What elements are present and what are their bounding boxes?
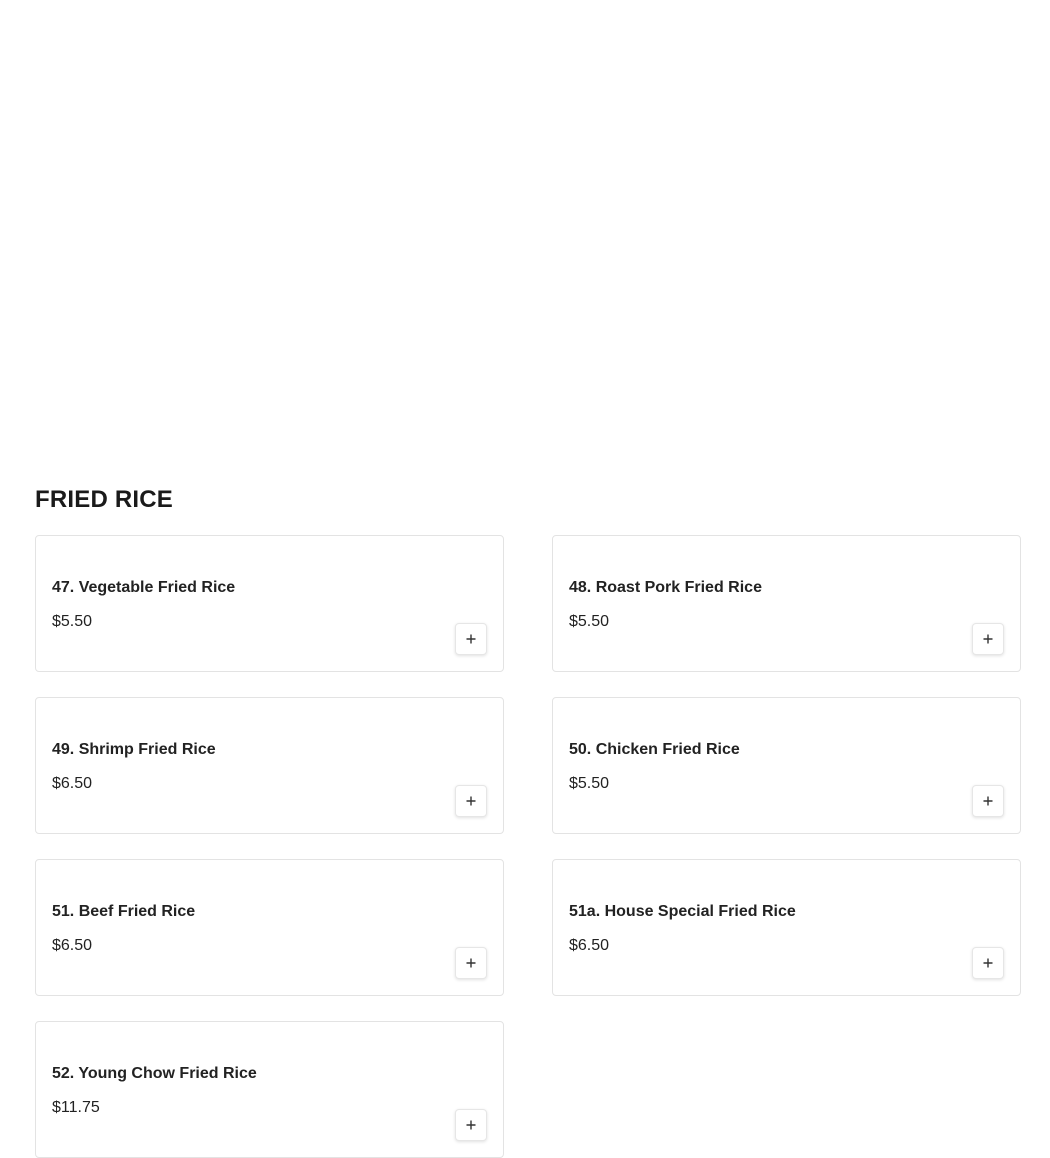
item-name: 52. Young Chow Fried Rice	[52, 1065, 257, 1082]
add-to-cart-button[interactable]	[455, 623, 487, 655]
add-to-cart-button[interactable]	[455, 785, 487, 817]
plus-icon	[983, 796, 993, 806]
add-to-cart-button[interactable]	[455, 947, 487, 979]
item-name: 49. Shrimp Fried Rice	[52, 741, 216, 758]
plus-icon	[983, 634, 993, 644]
menu-item-card[interactable]	[552, 697, 1021, 834]
item-price: $5.50	[569, 613, 610, 630]
plus-icon	[466, 634, 476, 644]
menu-item-card[interactable]	[552, 859, 1021, 996]
item-price: $5.50	[569, 775, 610, 792]
item-name: 50. Chicken Fried Rice	[569, 741, 740, 758]
add-to-cart-button[interactable]	[972, 785, 1004, 817]
item-name: 48. Roast Pork Fried Rice	[569, 579, 762, 596]
section-title: FRIED RICE	[35, 486, 174, 513]
item-price: $6.50	[52, 775, 93, 792]
menu-item-card[interactable]	[35, 1021, 504, 1158]
plus-icon	[466, 1120, 476, 1130]
menu-item-grid	[35, 535, 1021, 1158]
item-price: $6.50	[52, 937, 93, 954]
menu-item-card[interactable]	[35, 697, 504, 834]
item-price: $5.50	[52, 613, 93, 630]
item-name: 51. Beef Fried Rice	[52, 903, 196, 920]
item-price: $6.50	[569, 937, 610, 954]
item-name: 51a. House Special Fried Rice	[569, 903, 796, 920]
add-to-cart-button[interactable]	[455, 1109, 487, 1141]
menu-item-card[interactable]	[552, 535, 1021, 672]
plus-icon	[466, 796, 476, 806]
item-name: 47. Vegetable Fried Rice	[52, 579, 236, 596]
menu-item-card[interactable]	[35, 859, 504, 996]
item-price: $11.75	[52, 1099, 100, 1116]
plus-icon	[466, 958, 476, 968]
plus-icon	[983, 958, 993, 968]
add-to-cart-button[interactable]	[972, 947, 1004, 979]
menu-item-card[interactable]	[35, 535, 504, 672]
add-to-cart-button[interactable]	[972, 623, 1004, 655]
